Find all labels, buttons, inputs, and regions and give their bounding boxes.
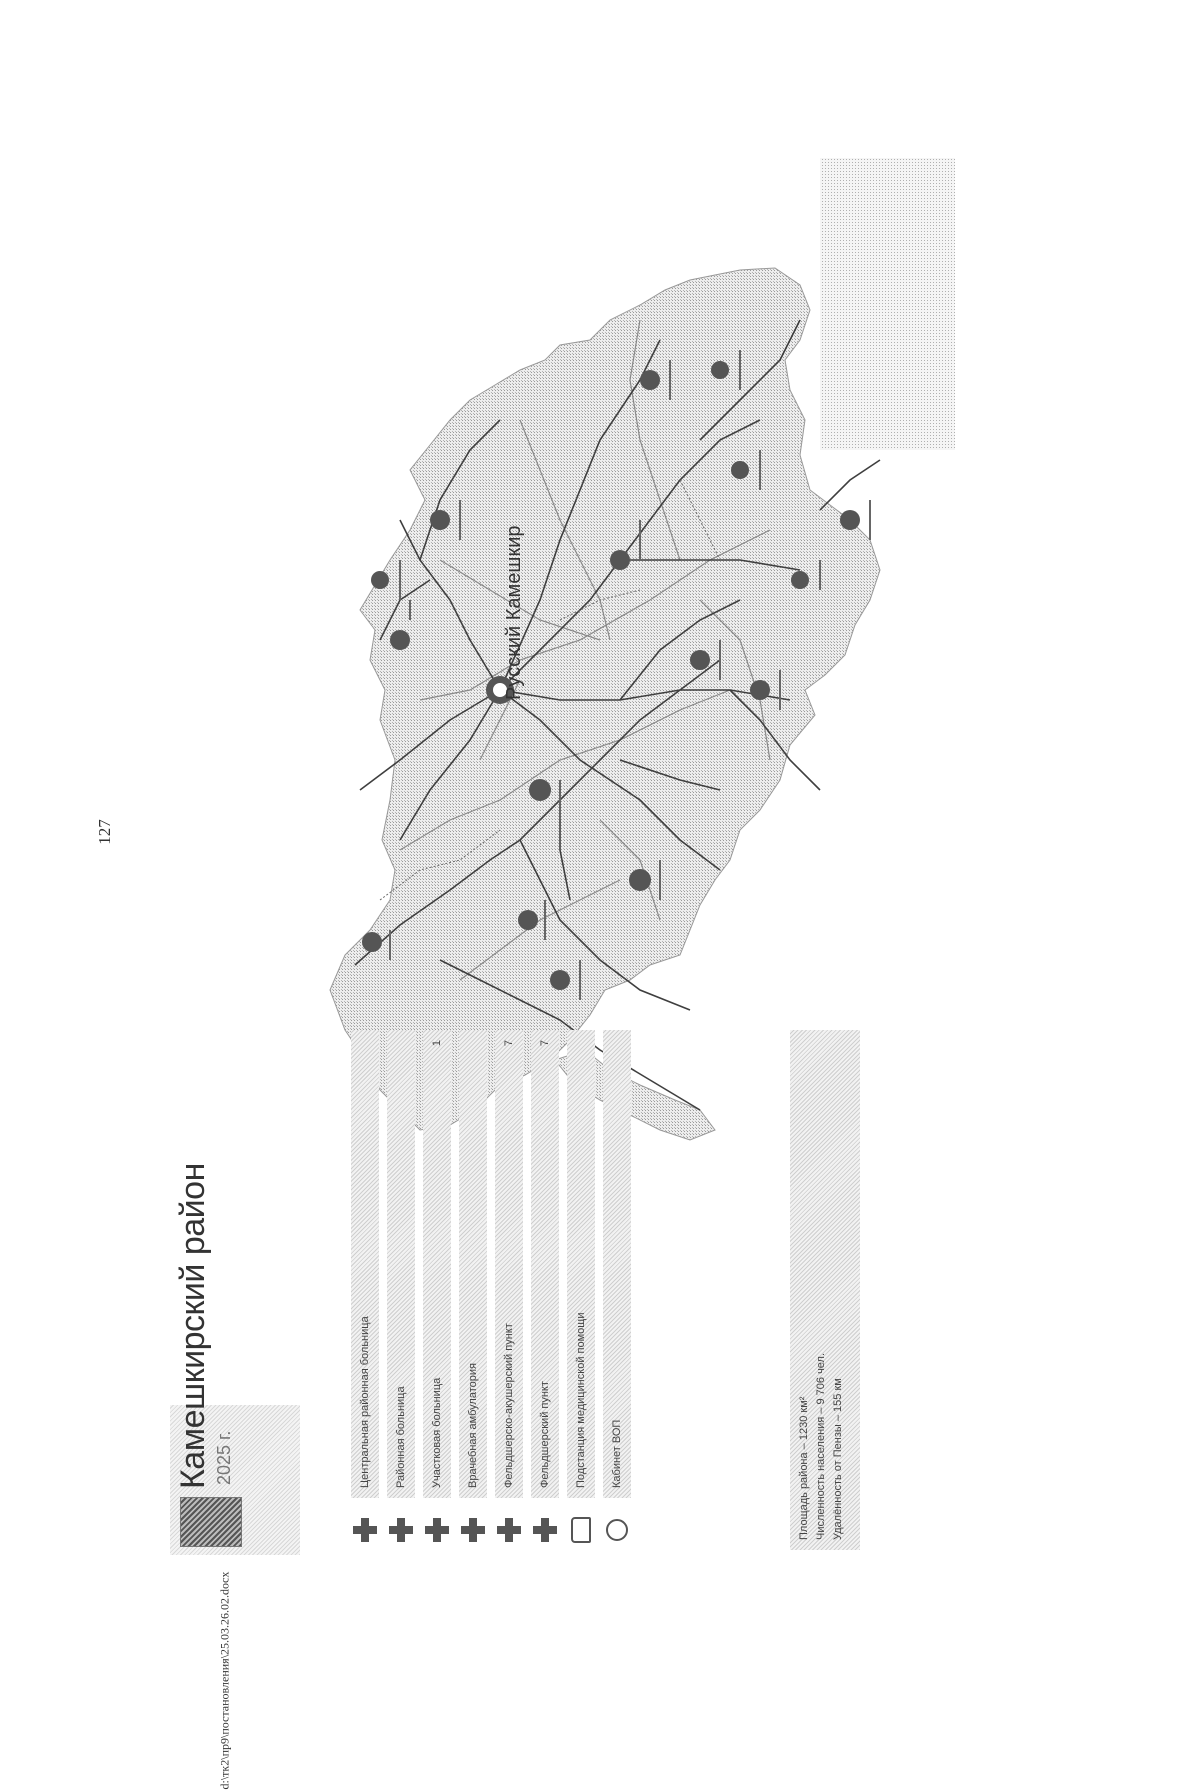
cross-icon xyxy=(461,1518,485,1542)
legend-label: Фельдшерско-акушерский пункт xyxy=(502,1323,515,1488)
settlement-marker xyxy=(840,510,860,530)
settlement-marker xyxy=(731,461,749,479)
legend-label: Участковая больница xyxy=(430,1377,443,1488)
legend-label: Фельдшерский пункт xyxy=(538,1381,551,1488)
legend-row xyxy=(456,1030,490,1550)
center-label: Русский Камешкир xyxy=(503,525,525,700)
legend-label: Врачебная амбулатория xyxy=(466,1363,479,1488)
map-subtitle: 2025 г. xyxy=(214,1430,234,1485)
settlement-marker xyxy=(371,571,389,589)
settlement-marker xyxy=(750,680,770,700)
settlement-marker xyxy=(690,650,710,670)
stat-population: Численность населения – 9 706 чел. xyxy=(815,1352,828,1540)
stat-distance: Удалённость от Пензы – 155 км xyxy=(832,1378,845,1540)
settlement-marker xyxy=(629,869,651,891)
ambulance-icon xyxy=(571,1517,591,1543)
legend-count: 7 xyxy=(538,1040,551,1047)
region-logo-icon xyxy=(180,1497,242,1547)
cross-icon xyxy=(389,1518,413,1542)
settlement-marker xyxy=(791,571,809,589)
footer-file-path: d:\тк2\пр9\постановления\25.03.26.02.docx xyxy=(217,1571,232,1790)
legend-count: 1 xyxy=(430,1040,443,1047)
legend-row xyxy=(564,1030,598,1550)
cross-icon xyxy=(497,1518,521,1542)
settlement-marker xyxy=(430,510,450,530)
legend-row xyxy=(420,1030,454,1550)
legend-row xyxy=(528,1030,562,1550)
district-outline xyxy=(330,268,880,1130)
legend xyxy=(348,1030,628,1550)
cross-icon xyxy=(353,1518,377,1542)
settlement-marker xyxy=(362,932,382,952)
ring-icon xyxy=(606,1519,628,1541)
legend-count: 7 xyxy=(502,1040,515,1047)
map-title: Камешкирский район xyxy=(174,1163,212,1489)
settlement-marker xyxy=(390,630,410,650)
settlement-marker xyxy=(610,550,630,570)
settlement-marker xyxy=(550,970,570,990)
settlement-marker xyxy=(640,370,660,390)
legend-row xyxy=(348,1030,382,1550)
legend-label: Подстанция медицинской помощи xyxy=(574,1312,587,1488)
legend-label: Центральная районная больница xyxy=(358,1316,371,1488)
settlement-marker xyxy=(518,910,538,930)
legend-row xyxy=(384,1030,418,1550)
cross-icon xyxy=(425,1518,449,1542)
settlement-marker xyxy=(529,779,551,801)
info-box xyxy=(820,158,955,450)
legend-label: Кабинет ВОП xyxy=(610,1419,623,1488)
legend-label: Районная больница xyxy=(394,1386,407,1488)
legend-row xyxy=(600,1030,634,1550)
page-number: 127 xyxy=(95,819,114,845)
settlement-marker xyxy=(711,361,729,379)
stat-area: Площадь района – 1230 км² xyxy=(798,1396,810,1540)
district-stats xyxy=(790,1030,860,1550)
legend-row xyxy=(492,1030,526,1550)
cross-icon xyxy=(533,1518,557,1542)
map-title-block xyxy=(170,995,290,1555)
